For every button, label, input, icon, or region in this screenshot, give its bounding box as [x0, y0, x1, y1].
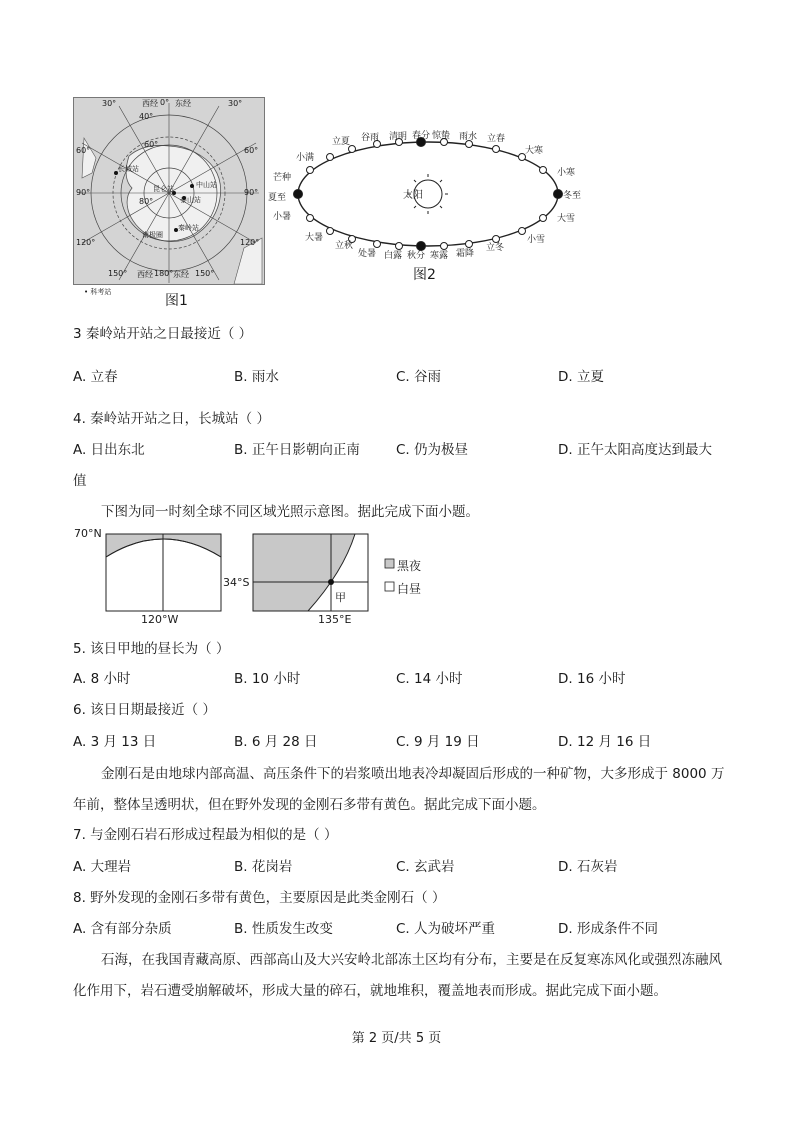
term-label: 清明 [389, 132, 408, 142]
intro-q7-8: 金刚石是由地球内部高温、高压条件下的岩浆喷出地表冷却凝固后形成的一种矿物，大多形成于 8000 万年前，整体呈透明状，但在野外发现的金刚石多带有黄色。据此完成下面小题。 [73, 766, 725, 813]
q7-stem: 7. 与金刚石岩石形成过程最为相似的是（ ） [73, 827, 338, 843]
label-zhongshan: 中山站 [196, 181, 217, 189]
label-kunlun: 昆仑站 [153, 185, 174, 193]
q3-stem: 3 秦岭站开站之日最接近（ ） [73, 326, 253, 342]
point-jia-label: 甲 [335, 591, 346, 604]
map1-lon-label: 30° [228, 99, 243, 108]
q8-option-b[interactable]: B. 性质发生改变 [234, 921, 333, 937]
q6-stem: 6. 该日日期最接近（ ） [73, 702, 216, 718]
term-label: 大雪 [557, 214, 576, 224]
map1-lon-label: 90° [244, 188, 259, 197]
intro-q5-6: 下图为同一时刻全球不同区域光照示意图。据此完成下面小题。 [101, 504, 479, 520]
q7-option-c[interactable]: C. 玄武岩 [396, 859, 455, 875]
map1-legend: • 科考站 [84, 288, 112, 296]
q4-option-a[interactable]: A. 日出东北 [73, 442, 145, 458]
term-label: 立冬 [486, 243, 505, 253]
map1-lon-label: 120° [76, 238, 96, 247]
q7-option-b[interactable]: B. 花岗岩 [234, 859, 293, 875]
left-lon-label: 120°W [141, 613, 179, 626]
map1-lon-label: 90° [76, 188, 91, 197]
q6-option-c[interactable]: C. 9 月 19 日 [396, 734, 480, 750]
term-label: 立秋 [335, 241, 354, 251]
q5-option-d[interactable]: D. 16 小时 [558, 671, 626, 687]
map1-lon-label: 120° [240, 238, 260, 247]
sun-label: 太阳 [403, 190, 423, 201]
q3-option-a[interactable]: A. 立春 [73, 369, 118, 385]
map1-top-east: 东经 [175, 99, 191, 108]
term-label: 霜降 [456, 249, 475, 259]
intro-q9: 石海，在我国青藏高原、西部高山及大兴安岭北部冻土区均有分布，主要是在反复寒冻风化或强烈冻融风化作用下，岩石遭受崩解破坏，形成大量的碎石，就地堆积，覆盖地表而形成。据此完成下面小题。 [73, 952, 722, 999]
q3-option-b[interactable]: B. 雨水 [234, 369, 279, 385]
map1-lon-label: 150° [108, 269, 128, 278]
q8-stem: 8. 野外发现的金刚石多带有黄色，主要原因是此类金刚石（ ） [73, 890, 446, 906]
map1-lat-label: 80° [139, 197, 154, 206]
left-lat-label: 70°N [74, 527, 102, 540]
q5-stem: 5. 该日甲地的昼长为（ ） [73, 641, 230, 657]
q4-option-b[interactable]: B. 正午日影朝向正南 [234, 442, 360, 458]
term-label: 处暑 [358, 249, 377, 259]
q4-stem: 4. 秦岭站开站之日，长城站（ ） [73, 411, 270, 427]
label-antarctic-circle: 南极圈 [142, 231, 163, 239]
station-zhongshan [190, 184, 194, 188]
map1-lon-label: 60° [244, 146, 259, 155]
q5-option-c[interactable]: C. 14 小时 [396, 671, 463, 687]
marker-xiazhi [294, 190, 303, 199]
figure1-caption: 图1 [165, 293, 188, 309]
label-taishan: 泰山站 [180, 196, 201, 204]
term-label: 雨水 [459, 132, 478, 142]
term-label: 白露 [384, 251, 403, 261]
term-label: 大寒 [525, 146, 544, 156]
q7-option-a[interactable]: A. 大理岩 [73, 859, 132, 875]
term-label: 小寒 [557, 168, 576, 178]
term-label: 小雪 [527, 235, 546, 245]
legend-night-swatch [385, 559, 394, 568]
marker-dongzhi [554, 190, 563, 199]
map1-bottom-deg: 180° [154, 269, 174, 278]
term-label: 立夏 [332, 137, 351, 147]
q5-option-b[interactable]: B. 10 小时 [234, 671, 301, 687]
map1-lon-label: 30° [102, 99, 117, 108]
map1-bottom-east: 东经 [173, 270, 189, 279]
legend-day-label: 白昼 [397, 582, 422, 596]
illumination-diagram [73, 527, 493, 627]
q8-option-a[interactable]: A. 含有部分杂质 [73, 921, 172, 937]
q6-option-d[interactable]: D. 12 月 16 日 [558, 734, 652, 750]
q5-option-a[interactable]: A. 8 小时 [73, 671, 131, 687]
legend-night-label: 黑夜 [397, 559, 422, 573]
point-jia [328, 579, 334, 585]
q4-option-d-cont: 值 [73, 473, 87, 489]
term-label: 秋分 [407, 251, 426, 261]
right-lon-label: 135°E [318, 613, 352, 626]
q6-option-b[interactable]: B. 6 月 28 日 [234, 734, 318, 750]
term-label: 立春 [487, 134, 506, 144]
map1-top-zero: 0° [160, 98, 170, 107]
q7-option-d[interactable]: D. 石灰岩 [558, 859, 618, 875]
term-label: 惊蛰 [432, 131, 451, 141]
legend-day-swatch [385, 582, 394, 591]
q6-option-a[interactable]: A. 3 月 13 日 [73, 734, 157, 750]
right-lat-label: 34°S [223, 576, 250, 589]
label-changcheng: 长城站 [118, 165, 139, 173]
q8-option-c[interactable]: C. 人为破坏严重 [396, 921, 496, 937]
map1-lat-label: 40° [139, 112, 154, 121]
q4-option-c[interactable]: C. 仍为极昼 [396, 442, 469, 458]
label-qinling: 秦岭站 [178, 224, 199, 232]
q3-option-c[interactable]: C. 谷雨 [396, 369, 442, 385]
q3-option-d[interactable]: D. 立夏 [558, 369, 604, 385]
figure2-caption: 图2 [413, 267, 436, 283]
map1-bottom-west: 西经 [137, 270, 153, 279]
map1-lat-label: 60° [144, 140, 159, 149]
term-label: 小满 [296, 153, 315, 163]
term-label: 冬至 [563, 191, 582, 201]
term-label: 谷雨 [361, 133, 380, 143]
q4-option-d[interactable]: D. 正午太阳高度达到最大 [558, 442, 712, 458]
q8-option-d[interactable]: D. 形成条件不同 [558, 921, 658, 937]
map1-lon-label: 60° [76, 146, 91, 155]
term-label: 大暑 [305, 233, 324, 243]
map1-lon-label: 150° [195, 269, 215, 278]
term-label: 夏至 [268, 193, 287, 203]
term-label: 春分 [412, 131, 431, 141]
map1-top-west: 西经 [142, 99, 158, 108]
term-label: 寒露 [430, 251, 449, 261]
term-label: 芒种 [273, 173, 292, 183]
term-label: 小暑 [273, 212, 292, 222]
page-footer: 第 2 页/共 5 页 [351, 1031, 442, 1046]
